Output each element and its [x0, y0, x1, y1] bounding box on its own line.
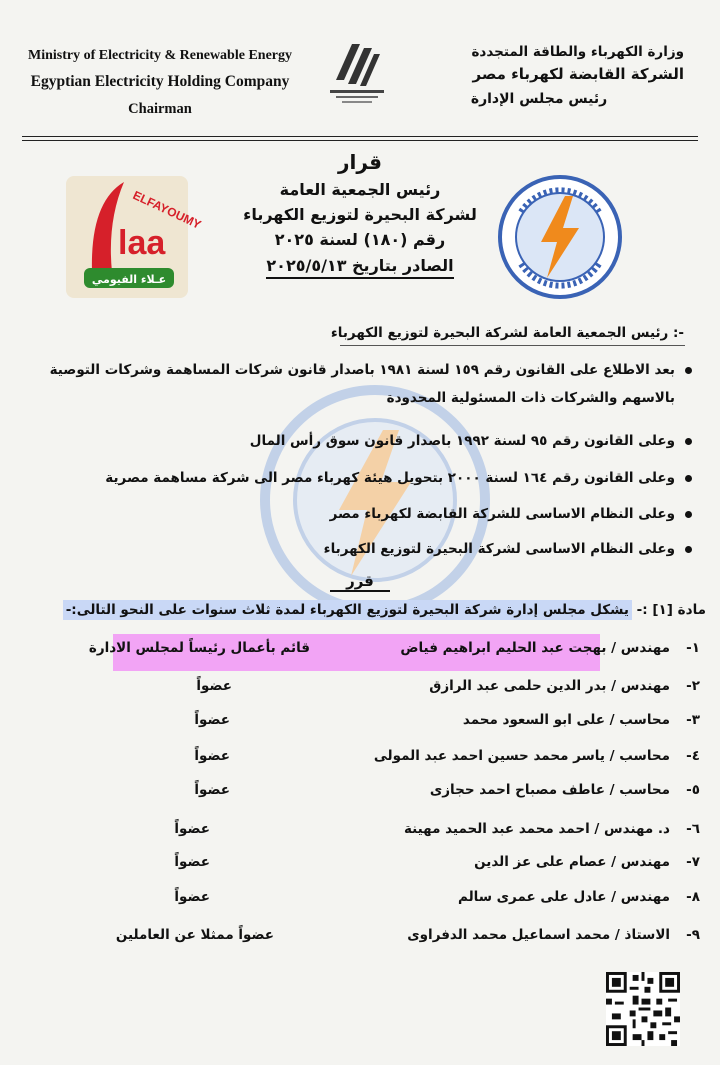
intro-line: رئيس الجمعية العامة لشركة البحيرة لتوزيع الكهرباء :-: [330, 325, 684, 341]
article-text: يشكل مجلس إدارة شركة البحيرة لتوزيع الكهرباء لمدة ثلاث سنوات على النحو التالى:-: [63, 600, 632, 620]
bullet-item: وعلى النظام الاساسى لشركة البحيرة لتوزيع الكهرباء: [32, 541, 692, 557]
title-company: لشركة البحيرة لتوزيع الكهرباء: [243, 205, 477, 224]
title-decision: قرار: [338, 150, 382, 174]
role-en: Chairman: [128, 101, 192, 117]
logo-brand-ar: عـلاء الفيومي: [91, 273, 167, 286]
bullet-item: وعلى النظام الاساسى للشركة القابضة لكهرباء مصر: [32, 506, 692, 522]
logo-brand-big: laa: [118, 224, 166, 262]
member-row: ٧- مهندس / عصام على عز الدين عضواً: [174, 854, 700, 870]
article-label: مادة [١] :-: [636, 602, 706, 618]
qr-code-icon: [606, 972, 680, 1046]
ministry-name-en: Ministry of Electricity & Renewable Energy: [28, 48, 292, 63]
title-date: الصادر بتاريخ ٢٠٢٥/٥/١٣: [266, 256, 453, 279]
bullet-item: وعلى القانون رقم ١٦٤ لسنة ٢٠٠٠ بتحويل هيئة كهرباء مصر الى شركة مساهمة مصرية: [32, 470, 692, 486]
member-row: ٣- محاسب / على ابو السعود محمد عضواً: [194, 712, 700, 728]
ministry-name-ar: وزارة الكهرباء والطاقة المتجددة: [471, 44, 684, 60]
title-authority: رئيس الجمعية العامة: [279, 180, 441, 199]
member-row: ٦- د. مهندس / احمد محمد عبد الحميد مهينة عضواً: [174, 821, 700, 837]
decides-heading: قرر: [330, 572, 390, 592]
company-name-en: Egyptian Electricity Holding Company: [30, 73, 290, 90]
logo-brand-top: ELFAYOUMY: [130, 188, 204, 232]
member-row: ١- مهندس / بهجت عبد الحليم ابراهيم فياض قائم بأعمال رئيساً لمجلس الادارة: [88, 640, 700, 656]
bullet-continuation: بالاسهم والشركات ذات المسئولية المحدودة: [386, 390, 675, 406]
member-row: ٨- مهندس / عادل على عمرى سالم عضواً: [174, 889, 700, 905]
bullet-item: بعد الاطلاع على القانون رقم ١٥٩ لسنة ١٩٨١ باصدار قانون شركات المساهمة وشركات التوصية بالاسهم والشركات ذات المسئولية المحدودة: [32, 362, 692, 406]
bullet-item: وعلى القانون رقم ٩٥ لسنة ١٩٩٢ باصدار قانون سوق رأس المال: [32, 433, 692, 449]
member-row: ٥- محاسب / عاطف مصباح احمد حجازى عضواً: [194, 782, 700, 798]
member-row: ٢- مهندس / بدر الدين حلمى عبد الرازق عضواً: [196, 678, 700, 694]
member-row: ٩- الاستاذ / محمد اسماعيل محمد الدفراوى عضواً ممثلا عن العاملين: [115, 927, 700, 943]
member-row: ٤- محاسب / ياسر محمد حسين احمد عبد المولى عضواً: [194, 748, 700, 764]
title-number: رقم (١٨٠) لسنة ٢٠٢٥: [274, 230, 446, 249]
role-ar: رئيس مجلس الإدارة: [470, 91, 608, 107]
company-name-ar: الشركة القابضة لكهرباء مصر: [472, 65, 684, 83]
